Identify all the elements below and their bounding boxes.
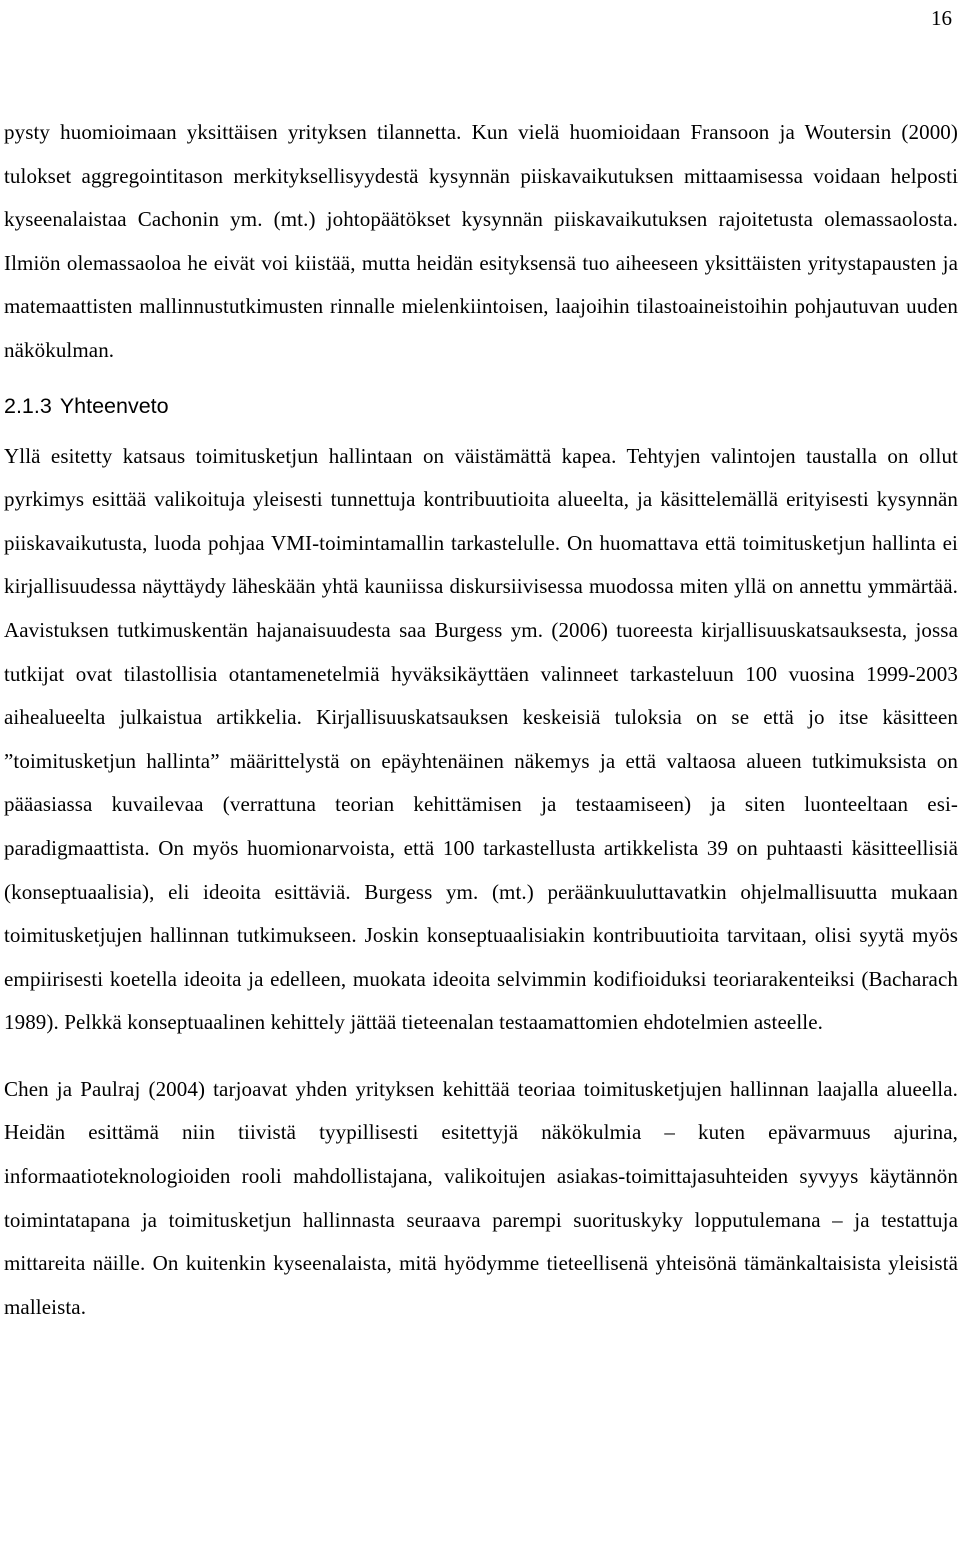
section-heading [4,391,958,421]
section-title: Yhteenveto [59,393,169,418]
page-number: 16 [931,6,952,30]
paragraph-1: pysty huomioimaan yksittäisen yrityksen tilannetta. Kun vielä huomioidaan Fransoon ja Woutersin (2000) tulokset aggregointitason merkityksellisyydestä kysynnän piiskavaikutuksen mittaamisessa voidaan helposti kyseenalaistaa Cachonin ym. (mt.) johtopäätökset kysynnän piiskavaikutuksen rajoitetusta olemassaolosta. Ilmiön olemassaoloa he eivät voi kiistää, mutta heidän esityksensä tuo aiheeseen yksittäisten yritystapausten ja matemaattisten mallinnustutkimusten rinnalle mielenkiintoisen, laajoihin tilastoaineistoihin pohjautuvan uuden näkökulman. [4,120,958,362]
paragraph-2: Yllä esitetty katsaus toimitusketjun hallintaan on väistämättä kapea. Tehtyjen valintojen taustalla on ollut pyrkimys esittää valikoituja yleisesti tunnettuja kontribuutioita alueelta, ja käsittelemällä erityisesti kysynnän piiskavaikutusta, luoda pohjaa VMI-toimintamallin tarkastelulle. On huomattava että toimitusketjun hallinta ei kirjallisuudessa näyttäydy läheskään yhtä kauniissa diskursiivisessa muodossa miten yllä on annettu ymmärtää. Aavistuksen tutkimuskentän hajanaisuudesta saa Burgess ym. (2006) tuoreesta kirjallisuuskatsauksesta, jossa tutkijat ovat tilastollisia otantamenetelmiä hyväksikäyttäen valinneet tarkasteluun 100 vuosina 1999-2003 aihealueelta julkaistua artikkelia. Kirjallisuuskatsauksen keskeisiä tuloksia on se että jo itse käsitteen ”toimitusketjun hallinta” määrittelystä on epäyhtenäinen näkemys ja että valtaosa alueen tutkimuksista on pääasiassa kuvailevaa (verrattuna teorian kehittämisen ja testaamiseen) ja siten luonteeltaan esi-paradigmaattista. On myös huomionarvoista, että 100 tarkastellusta artikkelista 39 on puhtaasti käsitteellisiä (konseptuaalisia), eli ideoita esittäviä. Burgess ym. (mt.) peräänkuuluttavatkin ohjelmallisuutta mukaan toimitusketjujen hallinnan tutkimukseen. Joskin konseptuaalisiakin kontribuutioita tarvitaan, olisi syytä myös empiirisesti koetella ideoita ja edelleen, muokata ideoita selvimmin kodifioiduksi teoriarakenteiksi (Bacharach 1989). Pelkkä konseptuaalinen kehittely jättää tieteenalan testaamattomien ehdotelmien asteelle. [4,443,958,1035]
paragraph-3: Chen ja Paulraj (2004) tarjoavat yhden yrityksen kehittää teoriaa toimitusketjujen hallinnan laajalla alueella. Heidän esittämä niin tiivistä tyypillisesti esitettyjä näkökulmia – kuten epävarmuus ajurina, informaatioteknologioiden rooli mahdollistajana, valikoitujen asiakas-toimittajasuhteiden syvyys käytännön toimintatapana ja toimitusketjun hallinnasta seuraava parempi suorituskyky lopputulemana – ja testattuja mittareita näille. On kuitenkin kyseenalaista, mitä hyödymme tieteellisenä yhteisönä tämänkaltaisista yleisistä malleista. [4,1076,958,1319]
page-body [4,111,958,1329]
section-number: 2.1.3 [4,393,52,418]
